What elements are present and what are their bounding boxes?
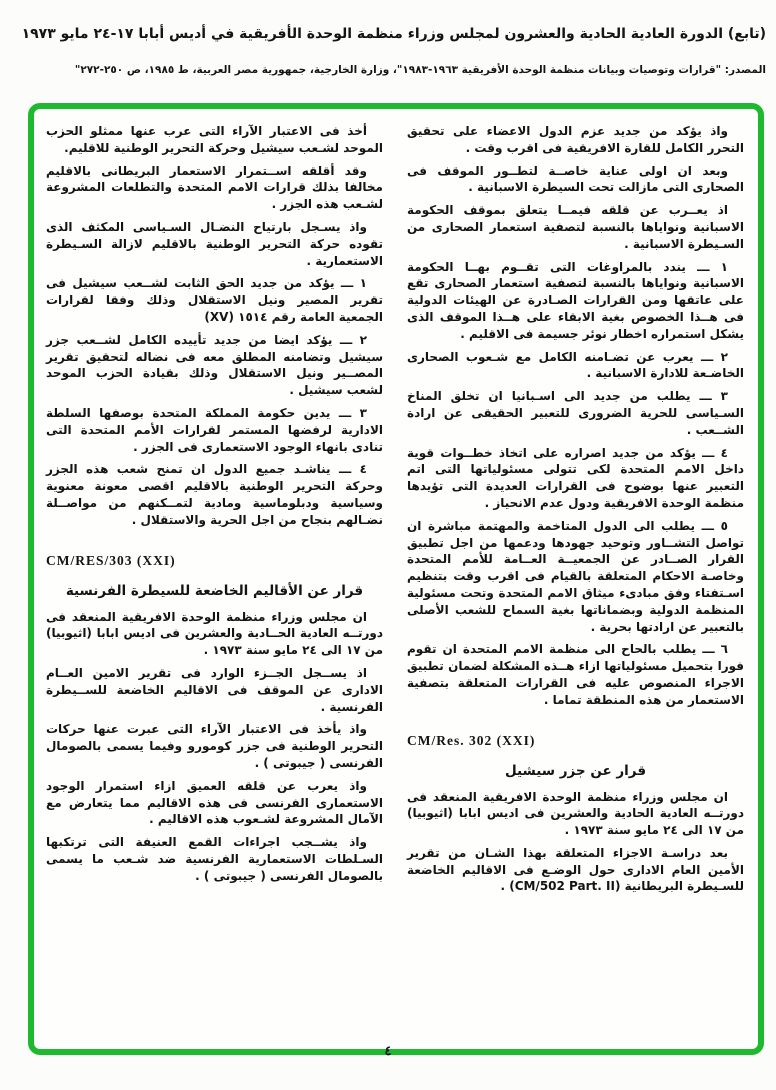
paragraph: وقد أقلقه اســتمرار الاستعمار البريطانى بالاقليم مخالفا بذلك قرارات الامم المتحدة والتطلعات المشروعة لشـعب هذه الجزر . [46, 163, 383, 212]
paragraph: واذ يعرب عن قلقه العميق ازاء استمرار الوجود الاستعمارى الفرنسى فى هذه الاقاليم مما يتعارض مع الآمال المشروعة لشـعوب هذه الاقاليم . [46, 778, 383, 827]
paragraph: ان مجلس وزراء منظمة الوحدة الافريقية المنعقد فى دورتــه العادية الحــادية والعشرين فى اديس ابابا (اثيوبيا) من ١٧ الى ٢٤ مايو سنة ١٩٧٣ . [46, 609, 383, 658]
paragraph: واذ يؤكد من جديد عزم الدول الاعضاء على تحقيق التحرر الكامل للقارة الافريقية فى اقرب وقت . [407, 124, 744, 155]
paragraph: ٢ ـــ يؤكد ايضا من جديد تأييده الكامل لشــعب جزر سيشيل وتضامنه المطلق معه فى نضاله لتحقيق تقرير المصــير ونيل الاستقلال وذلك بقيادة الحزب الموحد لشعب سيشيل . [46, 332, 383, 398]
paragraph: واذ يأخذ فى الاعتبار الآراء التى عبرت عنها حركات التحرير الوطنية فى جزر كومورو وفيما يسمى بالصومال الفرنسى ( جيبوتى ) . [46, 722, 383, 770]
document-frame [28, 103, 764, 1055]
header-source-citation: المصدر: "قرارات وتوصيات وبيانات منظمة الوحدة الأفريقية ١٩٦٣-١٩٨٣"، وزارة الخارجية، جمهورية مصر العربية، ط ١٩٨٥، ص ٢٥٠-٢٧٢" [74, 64, 766, 76]
page-number: ٤ [384, 1044, 392, 1059]
right-paragraphs-top [407, 123, 744, 709]
column-right [407, 123, 744, 1041]
resolution-title-seychelles: قرار عن جزر سيشيل [504, 762, 647, 779]
paragraph: ٤ ـــ يناشـد جميع الدول ان تمنح شعب هذه الجزر وحركة التحرير الوطنية بالاقليم اقصى معونة معنوية وسياسية ودبلوماسية ومادية لتمــكنهم من مواصــلة نضـالهم بنجاح من اجل الحرية والاستقلال . [46, 462, 383, 527]
two-column-layout [46, 123, 744, 1041]
paragraph: ٤ ـــ يؤكد من جديد اصراره على اتخاذ خطــوات قوية داخل الامم المتحدة لكى تتولى مسئولياتها التى اتم التعبير عنها بوضوح فى القرارات العديدة التى تؤيدها منظمة الوحدة الافريقية ودول عدم الانحياز . [407, 445, 744, 510]
paragraph: ٣ ـــ يدين حكومة المملكة المتحدة بوصفها السلطة الادارية لرفضها المستمر لقرارات الأمم المتحدة التى تنادى بانهاء الوجود الاستعمارى فى الجزر . [46, 405, 383, 454]
left-paragraphs-top [46, 123, 383, 529]
header-session-title: (تابع) الدورة العادية الحادية والعشرون لمجلس وزراء منظمة الوحدة الأفريقية في أديس أبابا ١٧-٢٤ مايو ١٩٧٣ [21, 26, 766, 42]
resolution-title-french-territories: قرار عن الأقاليم الخاضعة للسيطرة الفرنسية [65, 582, 364, 599]
paragraph: واذ يسـجل بارتياح النضـال السـياسى المكثف الذى تقوده حركة التحرير الوطنية بالاقليم لازالة السـيطرة الاستعمارية . [46, 219, 383, 268]
paragraph: واذ يشــجب اجراءات القمع العنيفة التى ترتكبها السـلطات الاستعمارية الفرنسية ضد شـعب ما يسمى بالصومال الفرنسى ( جيبوتى ) . [46, 835, 383, 883]
paragraph: ان مجلس وزراء منظمة الوحدة الافريقية المنعقد فى دورتــه العادية الحادية والعشرين فى اديس ابابا (اثيوبيا) من ١٧ الى ٢٤ مايو سنة ١٩٧٣ . [407, 789, 744, 838]
paragraph: ٦ ـــ يطلب بالحاح الى منظمة الامم المتحدة ان تقوم فورا بتحميل مسئولياتها ازاء هــذه المشكلة لضمان تطبيق الاجراء المنصوص عليه فى القرارات المتعلقة بتصفية الاستعمار من هذه المنطقة تماما . [407, 642, 744, 707]
paragraph: أخذ فى الاعتبار الآراء التى عرب عنها ممثلو الحزب الموحد لشـعب سيشيل وحركة التحرير الوطنية للاقليم. [46, 124, 383, 155]
column-left [46, 123, 383, 1041]
paragraph: ٣ ـــ يطلب من جديد الى اسـبانيا ان تخلق المناخ السـياسى للحرية الضرورى للتعبير الحقيقى عن ارادة الشــعب . [407, 389, 744, 437]
paragraph: ٢ ـــ يعرب عن تضـامنه الكامل مع شـعوب الصحارى الخاضـعة للادارة الاسبانية . [407, 349, 744, 381]
paragraph: ١ ـــ يؤكد من جديد الحق الثابت لشــعب سيشيل فى تقرير المصير ونيل الاستقلال وذلك وفقا لقرارات الجمعية العامة رقم ١٥١٤ (XV) [46, 276, 383, 324]
paragraph: بعد دراسـة الاجزاء المتعلقة بهذا الشـان من تقرير الأمين العام الادارى حول الوضـع فى الاقاليم الخاضعة للسـيطرة البريطانية (CM/502 Part. II) . [407, 845, 744, 894]
left-paragraphs-bottom [46, 609, 383, 885]
paragraph: وبعد ان اولى عناية خاصــة لتطــور الموقف فى الصحارى التى مازالت تحت السيطرة الاسبانية . [407, 163, 744, 195]
right-paragraphs-bottom [407, 789, 744, 896]
resolution-ref-302: CM/Res. 302 (XXI) [407, 732, 536, 748]
paragraph: ٥ ـــ يطلب الى الدول المتاخمة والمهتمة مباشرة ان تواصل التشــاور وتوحيد جهودها ودعمها من اجل تطبيق القرار الصــادر عن الجمعيــة العــامة للأمم المتحدة وخاصـة الاحكام المتعلقة بالقيام فى اقرب وقت بتنظيم اسـتفتاء وفق مبادىء ميثاق الامم المتحدة وتحت مسئولية المنظمة الدولية وبضماناتها بغية السماح للشعب الأصلى بالتعبير عن ارادتها بحرية . [407, 518, 744, 634]
paragraph: ١ ـــ يندد بالمراوغات التى تقــوم بهــا الحكومة الاسبانية ونواياها بالنسبة لتصفية استعمار الصحارى تقع على عاتقها ومن القرارات الصـادرة عن الهيئات الدولية فى هــذا الخصوص بغية الابقاء على هــذا الموقف الذى يشكل استمراره اخطار نوئر جسيمة فى الاقليم . [407, 259, 744, 341]
paragraph: اذ يعــرب عن قلقه فيمــا يتعلق بموقف الحكومة الاسبانية ونواياها بالنسبة لتصفية استعمار الصحارى من السـيطرة الاسبانية . [407, 203, 744, 251]
resolution-ref-303: CM/RES/303 (XXI) [46, 552, 176, 568]
paragraph: اذ يســجل الجــزء الوارد فى تقرير الامين العــام الادارى عن الموقف فى الاقاليم الخاضعة للســيطرة الفرنسية . [46, 665, 383, 714]
